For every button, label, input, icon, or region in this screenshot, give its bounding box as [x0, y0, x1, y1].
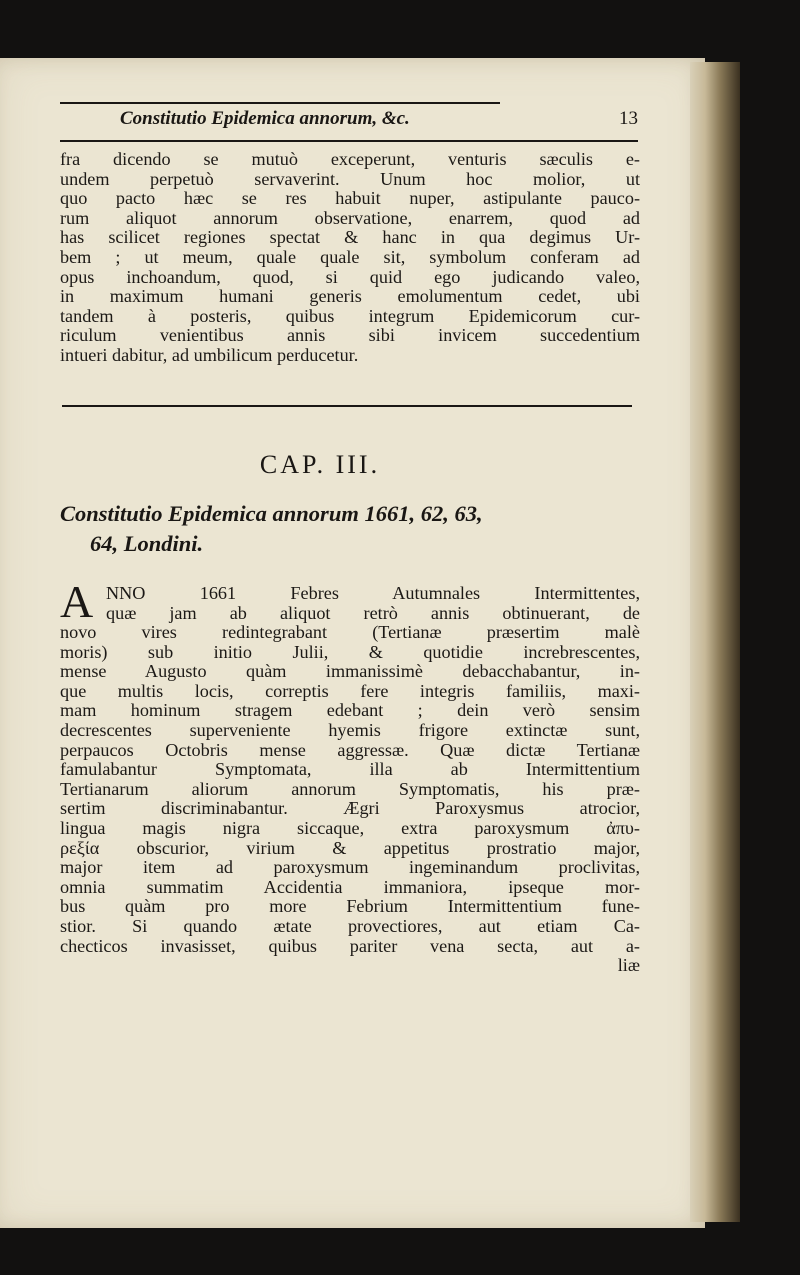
preceding-paragraph [60, 150, 640, 366]
text-line: checticos invasisset, quibus pariter vena secta, aut a- [60, 935, 640, 956]
section-title-line-1: Constitutio Epidemica annorum 1661, 62, 63, [60, 501, 483, 526]
catchword: liæ [617, 955, 640, 976]
text-line: rum aliquot annorum observatione, enarrem, quod ad [60, 207, 640, 228]
running-header-title: Constitutio Epidemica annorum, &c. [120, 108, 410, 129]
text-line: omnia summatim Accidentia immaniora, ipseque mor- [60, 876, 640, 897]
text-line: fra dicendo se mutuò exceperunt, venturis sæculis e- [60, 149, 640, 169]
running-header [60, 108, 638, 138]
text-line: has scilicet regiones spectat & hanc in qua degimus Ur- [60, 227, 640, 248]
text-line: quo pacto hæc se res habuit nuper, astipulante pauco- [60, 188, 640, 209]
text-line: mense Augusto quàm immanissimè debacchabantur, in- [60, 661, 640, 682]
text-line: mam hominum stragem edebant ; dein verò sensim [60, 700, 640, 721]
text-line: opus inchoandum, quod, si quid ego judicando valeo, [60, 266, 640, 287]
chapter-heading: CAP. III. [259, 450, 381, 479]
text-line: quæ jam ab aliquot retrò annis obtinuerant, de [106, 602, 640, 623]
header-top-rule [60, 102, 500, 104]
text-line: riculum venientibus annis sibi invicem succedentium [60, 325, 640, 346]
text-line: lingua magis nigra siccaque, extra paroxysmum ἀπυ- [60, 817, 640, 838]
text-line: perpaucos Octobris mense aggressæ. Quæ dictæ Tertianæ [60, 739, 640, 760]
text-line: famulabantur Symptomata, illa ab Intermittentium [60, 759, 640, 780]
text-line: ρεξία obscurior, virium & appetitus prostratio major, [60, 837, 640, 858]
text-line: intueri dabitur, ad umbilicum perducetur. [60, 344, 359, 365]
text-line: bem ; ut meum, quale quale sit, symbolum conferam ad [60, 246, 640, 267]
text-line: stior. Si quando ætate provectiores, aut etiam Ca- [60, 915, 640, 936]
opening-lines [106, 584, 640, 623]
drop-cap: A [60, 576, 94, 627]
page-number: 13 [619, 108, 638, 129]
text-line: Tertianarum aliorum annorum Symptomatis, his præ- [60, 778, 640, 799]
text-line: novo vires redintegrabant (Tertianæ præsertim malè [60, 622, 640, 642]
header-bottom-rule [60, 140, 638, 142]
text-line: NNO 1661 Febres Autumnales Intermittentes, [106, 583, 640, 603]
book-fore-edge [690, 62, 740, 1222]
section-divider-rule [62, 405, 632, 407]
text-line: moris) sub initio Julii, & quotidie increbrescentes, [60, 641, 640, 662]
text-line: tandem à posteris, quibus integrum Epidemicorum cur- [60, 305, 640, 326]
text-line: major item ad paroxysmum ingeminandum proclivitas, [60, 857, 640, 878]
section-title-line-2: 64, Londini. [90, 531, 204, 556]
body-paragraph [60, 623, 640, 976]
text-line: que multis locis, correptis fere integris familiis, maxi- [60, 680, 640, 701]
text-line: decrescentes superveniente hyemis frigore extinctæ sunt, [60, 719, 640, 740]
text-line: bus quàm pro more Febrium Intermittentium fune- [60, 896, 640, 917]
text-line: sertim discriminabantur. Ægri Paroxysmus atrocior, [60, 798, 640, 819]
text-line: in maximum humani generis emolumentum cedet, ubi [60, 286, 640, 307]
text-line: undem perpetuò servaverint. Unum hoc molior, ut [60, 168, 640, 189]
